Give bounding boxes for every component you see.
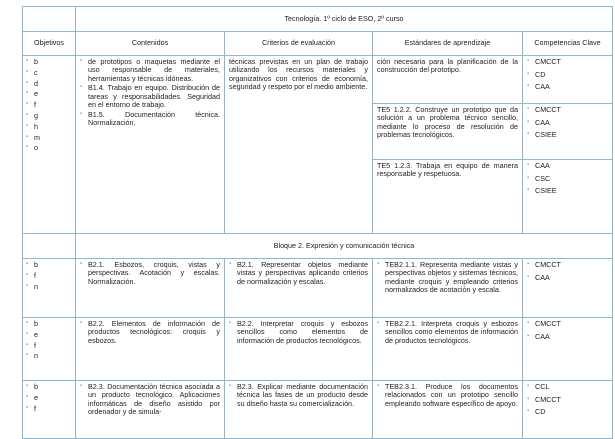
objetivo-item: ▪ e xyxy=(26,90,71,101)
competencias-list xyxy=(527,320,608,345)
competencias-list xyxy=(527,162,608,200)
objetivo-item: ▪ e xyxy=(26,394,71,405)
competencias-cell xyxy=(523,381,613,439)
criterios-list xyxy=(229,261,368,286)
table-title: Tecnología. 1º ciclo de ESO, 2º curso xyxy=(76,7,613,32)
objetivos-list xyxy=(26,58,71,155)
competencia-item: ▪ CAA xyxy=(527,119,608,132)
criterios-cell xyxy=(225,56,373,234)
contenido-item: ▪ B1.4. Trabajo en equipo. Distribución de tareas y responsabilidades. Seguridad en el entorno de trabajo. xyxy=(80,84,220,109)
objetivo-item: ▪ m xyxy=(26,134,71,145)
competencia-item: ▪ CD xyxy=(527,71,608,84)
estandares-list xyxy=(377,320,518,345)
competencias-list xyxy=(527,383,608,421)
criterios-cell xyxy=(225,259,373,318)
block-row xyxy=(23,234,613,259)
table-row xyxy=(23,318,613,381)
objetivo-item: ▪ f xyxy=(26,405,71,416)
contenido-item: ▪ B1.5. Documentación técnica. Normalización. xyxy=(80,111,220,128)
competencia-item: ▪ CSIEE xyxy=(527,187,608,200)
block-spacer-cell xyxy=(23,234,76,259)
table-row xyxy=(23,56,613,234)
criterios-list xyxy=(229,320,368,345)
title-spacer-cell xyxy=(23,7,76,32)
criterios-cell xyxy=(225,381,373,439)
competencia-item: ▪ CCL xyxy=(527,383,608,396)
estandares-cell xyxy=(373,259,523,318)
header-criterios: Criterios de evaluación xyxy=(225,32,373,56)
contenidos-cell xyxy=(76,318,225,381)
objetivos-cell xyxy=(23,318,76,381)
contenidos-cell xyxy=(76,381,225,439)
objetivo-item: ▪ o xyxy=(26,144,71,155)
objetivos-list xyxy=(26,383,71,415)
competencias-cell xyxy=(523,56,613,234)
curriculum-table xyxy=(22,6,613,439)
competencias-cell xyxy=(523,318,613,381)
criterio-item: ▪ B2.2. Interpretar croquis y esbozos sencillos como elementos de información de productos tecnológicos. xyxy=(229,320,368,345)
header-estandares: Estándares de aprendizaje xyxy=(373,32,523,56)
criterios-cell xyxy=(225,318,373,381)
objetivo-item: ▪ n xyxy=(26,283,71,294)
contenido-item: ▪ B2.3. Documentación técnica asociada a un producto tecnológico. Aplicaciones informáticas de diseño asistido por ordenador y de simula- xyxy=(80,383,220,417)
header-row xyxy=(23,32,613,56)
table-row xyxy=(23,259,613,318)
contenidos-list xyxy=(80,261,220,286)
table-row xyxy=(23,381,613,439)
objetivos-cell xyxy=(23,56,76,234)
objetivo-item: ▪ b xyxy=(26,261,71,272)
block-title: Bloque 2. Expresión y comunicación técnica xyxy=(76,234,613,259)
contenidos-list xyxy=(80,58,220,128)
estandares-cell xyxy=(373,381,523,439)
objetivo-item: ▪ h xyxy=(26,123,71,134)
competencia-item: ▪ CMCCT xyxy=(527,58,608,71)
objetivo-item: ▪ d xyxy=(26,80,71,91)
contenidos-cell xyxy=(76,56,225,234)
estandares-cell xyxy=(373,56,523,234)
objetivos-cell xyxy=(23,381,76,439)
competencias-group xyxy=(523,160,612,209)
competencia-item: ▪ CAA xyxy=(527,83,608,96)
estandar-item: ción necesaria para la planificación de la construcción del prototipo. xyxy=(373,56,522,104)
competencia-item: ▪ CAA xyxy=(527,274,608,287)
objetivo-item: ▪ e xyxy=(26,331,71,342)
competencia-item: ▪ CMCCT xyxy=(527,261,608,274)
competencia-item: ▪ CD xyxy=(527,408,608,421)
competencia-item: ▪ CSC xyxy=(527,175,608,188)
competencia-item: ▪ CSIEE xyxy=(527,131,608,144)
competencias-cell xyxy=(523,259,613,318)
estandares-list xyxy=(377,383,518,408)
objetivo-item: ▪ f xyxy=(26,272,71,283)
criterios-list xyxy=(229,383,368,408)
estandares-list xyxy=(377,261,518,295)
header-objetivos: Objetivos xyxy=(23,32,76,56)
contenido-item: ▪ de prototipos o maquetas mediante el uso responsable de materiales, herramientas y técnicas idóneas. xyxy=(80,58,220,83)
estandar-item: ▪ TEB2.1.1. Representa mediante vistas y perspectivas objetos y sistemas técnicos, mediante croquis y empleando criterios normalizados de acotación y escala. xyxy=(377,261,518,295)
contenidos-cell xyxy=(76,259,225,318)
competencias-list xyxy=(527,58,608,96)
estandar-item: TE5 1.2.2. Construye un prototipo que da solución a un problema técnico sencillo, mediante lo proceso de resolución de problemas tecnológicos. xyxy=(373,104,522,160)
competencias-list xyxy=(527,261,608,286)
header-competencias: Competencias Clave xyxy=(523,32,613,56)
objetivo-item: ▪ g xyxy=(26,112,71,123)
competencias-group xyxy=(523,104,612,160)
header-contenidos: Contenidos xyxy=(76,32,225,56)
criterio-item: ▪ B2.3. Explicar mediante documentación técnica las fases de un producto desde su diseño hasta su comercialización. xyxy=(229,383,368,408)
competencia-item: ▪ CMCCT xyxy=(527,320,608,333)
objetivos-list xyxy=(26,261,71,293)
objetivo-item: ▪ b xyxy=(26,383,71,394)
criterio-text: técnicas previstas en un plan de trabajo utilizando los recursos materiales y organizativos con criterios de economía, seguridad y respeto por el medio ambiente. xyxy=(229,57,368,92)
competencias-list xyxy=(527,106,608,144)
competencia-item: ▪ CMCCT xyxy=(527,106,608,119)
competencia-item: ▪ CAA xyxy=(527,162,608,175)
contenidos-list xyxy=(80,383,220,417)
competencia-item: ▪ CMCCT xyxy=(527,396,608,409)
objetivo-item: ▪ f xyxy=(26,101,71,112)
objetivo-item: ▪ n xyxy=(26,352,71,363)
objetivos-cell xyxy=(23,259,76,318)
contenidos-list xyxy=(80,320,220,345)
estandar-item: TE5 1.2.3. Trabaja en equipo de manera responsable y respetuosa. xyxy=(377,161,518,179)
objetivo-item: ▪ b xyxy=(26,320,71,331)
contenido-item: ▪ B2.1. Esbozos, croquis, vistas y perspectivas. Acotación y escalas. Normalización. xyxy=(80,261,220,286)
competencia-item: ▪ CAA xyxy=(527,333,608,346)
objetivo-item: ▪ f xyxy=(26,342,71,353)
criterio-item: ▪ B2.1. Representar objetos mediante vistas y perspectivas aplicando criterios de normalización y escalas. xyxy=(229,261,368,286)
estandar-item: ▪ TEB2.3.1. Produce los documentos relacionados con un prototipo sencillo empleando software específico de apoyo. xyxy=(377,383,518,408)
objetivo-item: ▪ b xyxy=(26,58,71,69)
objetivos-list xyxy=(26,320,71,363)
estandares-cell xyxy=(373,318,523,381)
title-row xyxy=(23,7,613,32)
estandar-item: ▪ TEB2.2.1. Interpreta croquis y esbozos sencillos como elementos de información de productos tecnológicos. xyxy=(377,320,518,345)
contenido-item: ▪ B2.2. Elementos de información de productos tecnológicos: croquis y esbozos. xyxy=(80,320,220,345)
competencias-group xyxy=(523,56,612,104)
objetivo-item: ▪ c xyxy=(26,69,71,80)
